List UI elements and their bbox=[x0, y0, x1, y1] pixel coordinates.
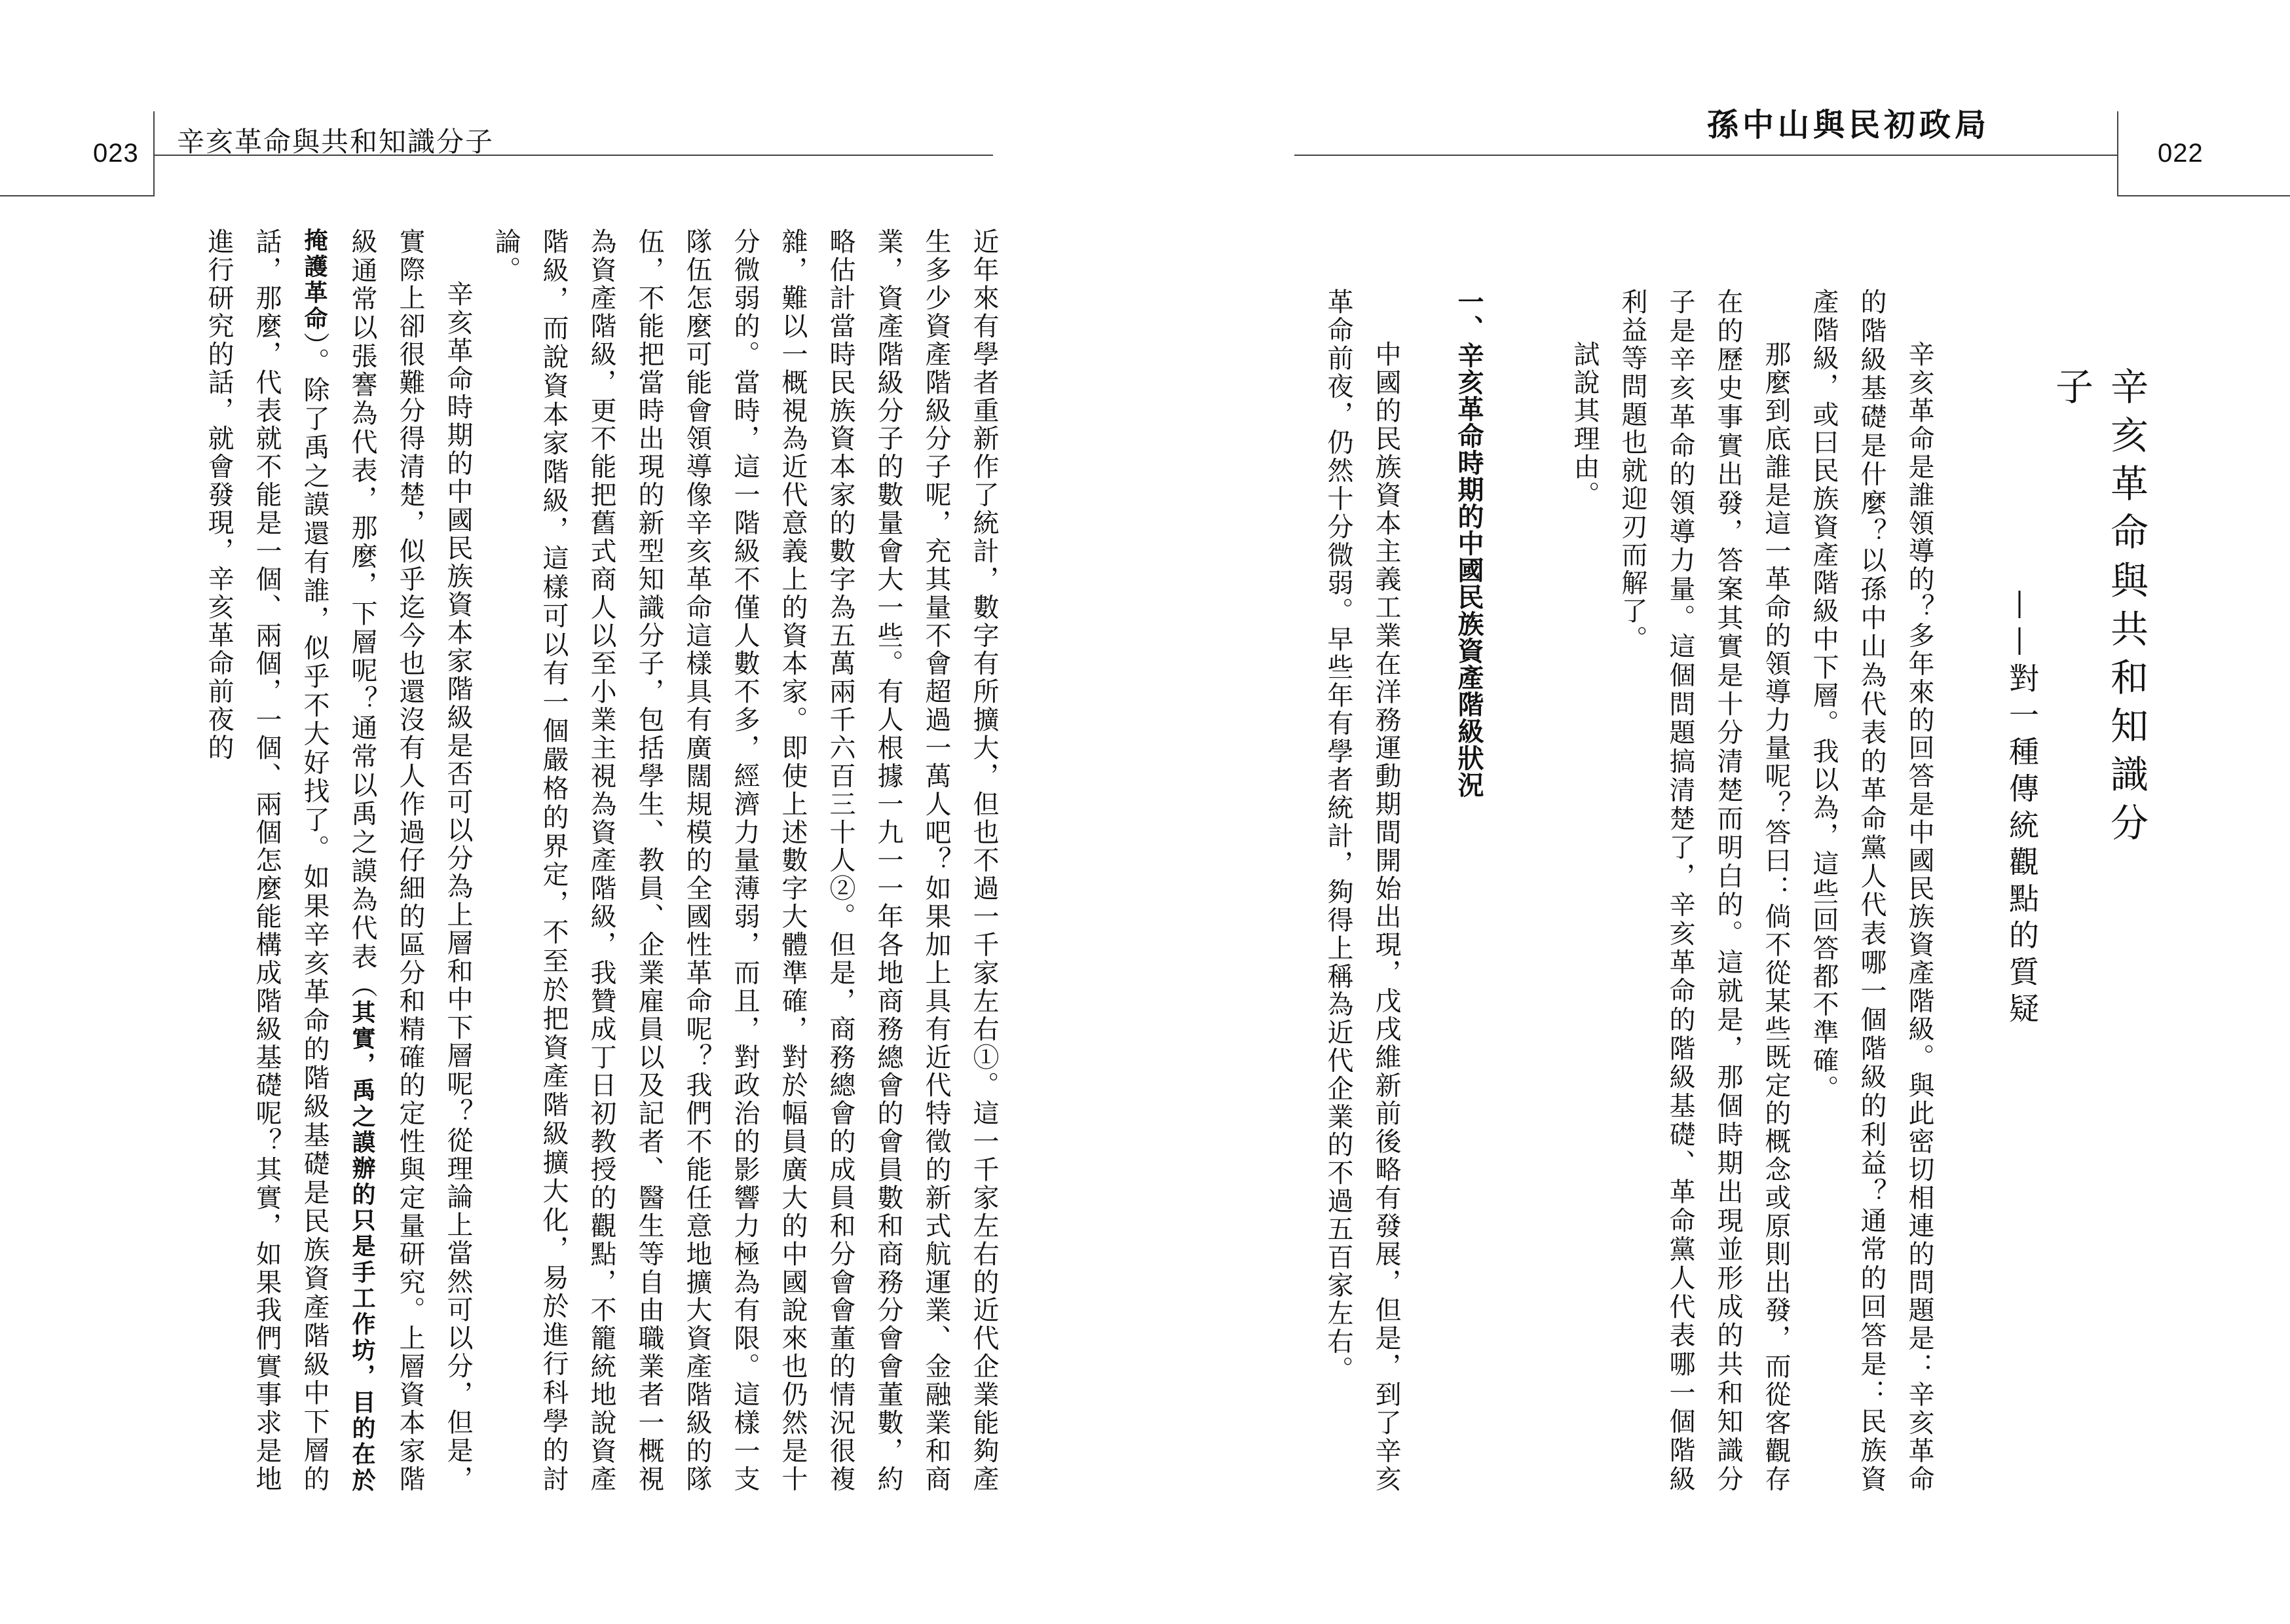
left-page-number: 023 bbox=[93, 139, 139, 168]
chapter-subtitle: ——對一種傳統觀點的質疑 bbox=[2004, 589, 2040, 1029]
right-header-rule-top bbox=[1294, 155, 2117, 156]
section-heading: 一、辛亥革命時期的中國民族資產階級狀況 bbox=[1454, 288, 1483, 798]
chapter-title: 辛亥革命與共和知識分子 bbox=[2049, 367, 2149, 851]
right-header-rule-bottom bbox=[2117, 195, 2290, 196]
left-header-rule-vertical bbox=[153, 111, 155, 196]
left-running-head: 辛亥革命與共和知識分子 bbox=[177, 126, 495, 157]
left-paragraph-2-text-after: ）。除了禹之謨還有誰，似乎不大好找了。如果辛亥革命的階級基礎是民族資產階級中下層的話，那麼，代表就不能是一個、兩個，一個、兩個怎麼能構成階級基礎呢？其實，如果我們實事求是地進行研究的話，就會發現，辛亥革命前夜的 bbox=[204, 228, 329, 1493]
right-header-rule-vertical bbox=[2117, 111, 2118, 196]
left-paragraph-1: 近年來有學者重新作了統計，數字有所擴大，但也不過一千家左右①。這一千家左右的近代企業能夠產生多少資產階級分子呢，充其量不會超過一萬人吧？如果加上具有近代特徵的新式航運業、金融業和商業，資產階級分子的數量會大一些。有人根據一九一一年各地商務總會的會員數和商務分會會董數，約略估計當時民族資本家的數字為五萬兩千六百三十人②。但是，商務總會的成員和分會會董的情況很複雜，難以一概視為近代意義上的資本家。即使上述數字大體準確，對於幅員廣大的中國說來也仍然是十分微弱的。當時，這一階級不僅人數不多，經濟力量薄弱，而且，對政治的影響力極為有限。這樣一支隊伍怎麼可能會領導像辛亥革命這樣具有廣闊規模的全國性革命呢？我們不能任意地擴大資產階級的隊伍，不能把當時出現的新型知識分子，包括學生、教員、企業雇員以及記者、醫生等自由職業者一概視為資產階級，更不能把舊式商人以至小業主視為資產階級，我贊成丁日初教授的觀點，不籠統地說資產階級，而說資本家階級，這樣可以有一個嚴格的界定，不至於把資產階級擴大化，易於進行科學的討論。 bbox=[491, 228, 999, 1493]
section-paragraph-1: 中國的民族資本主義工業在洋務運動期間開始出現，戊戌維新前後略有發展，但是，到了辛亥革命前夜，仍然十分微弱。早些年有學者統計，夠得上稱為近代企業的不過五百家左右。 bbox=[1323, 288, 1401, 1493]
intro-paragraph-3: 試說其理由。 bbox=[1569, 341, 1600, 509]
right-intro-text bbox=[1549, 288, 1943, 1493]
left-paragraph-2-note: 其實，禹之謨辦的只是手工作坊，目的在於掩護革命 bbox=[301, 228, 376, 1493]
right-page-number: 022 bbox=[2158, 139, 2204, 168]
right-running-head: 孫中山與民初政局 bbox=[1707, 107, 1991, 143]
intro-paragraph-1: 辛亥革命是誰領導的？多年來的回答是中國民族資產階級。與此密切相連的問題是：辛亥革命的階級基礎是什麼？以孫中山為代表的革命黨人代表哪一個階級的利益？通常的回答是：民族資產階級，或曰民族資產階級中下層。我以為，這些回答都不準確。 bbox=[1809, 288, 1934, 1493]
left-paragraph-2-text-before: 辛亥革命時期的中國民族資本家階級是否可以分為上層和中下層呢？從理論上當然可以分，但是，實際上卻很難分得清楚，似乎迄今也還沒有人作過仔細的區分和精確的定性與定量研究。上層資本家階級通常以張謇為代表，那麼，下層呢？通常以禹之謨為代表（ bbox=[347, 228, 473, 1493]
right-section-body bbox=[1294, 288, 1410, 1493]
left-header-rule-bottom bbox=[0, 195, 153, 196]
left-body-text bbox=[145, 228, 1007, 1493]
left-paragraph-2 bbox=[195, 228, 481, 1493]
intro-paragraph-2: 那麼到底誰是這一革命的領導力量呢？答曰：倘不從某些既定的概念或原則出發，而從客觀存在的歷史事實出發，答案其實是十分清楚而明白的。這就是，那個時期出現並形成的共和知識分子是辛亥革命的領導力量。這個問題搞清楚了，辛亥革命的階級基礎、革命黨人代表哪一個階級利益等問題也就迎刃而解了。 bbox=[1617, 288, 1791, 1493]
